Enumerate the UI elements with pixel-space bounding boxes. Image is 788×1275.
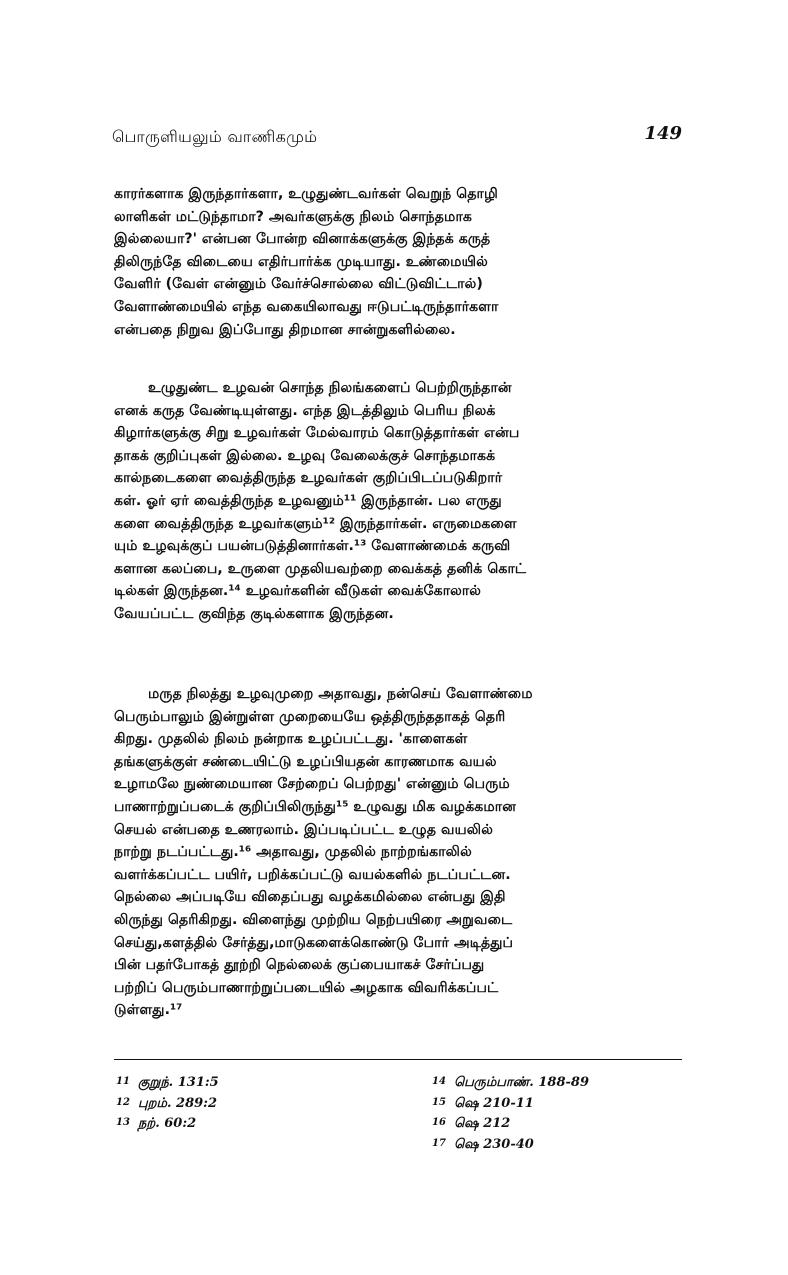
footnote-text: பெரும்பாண். 188-89 [454,1075,589,1090]
footnote-number: 15 [432,1096,446,1108]
footnote-text: ஷெ 210-11 [454,1095,534,1111]
footnotes-left-column [116,1072,219,1134]
paragraph-1 [114,183,682,341]
footnote-number: 14 [432,1076,446,1087]
footnote-text: ஷெ 230-40 [454,1136,534,1152]
footnote-number: 12 [116,1096,130,1108]
text-line: செய்து,களத்தில் சேர்த்து,மாடுகளைக்கொண்டு போர் அடித்துப் [114,934,514,951]
text-line: நாற்று நடப்பட்டது.¹⁶ அதாவது, முதலில் நாற்றங்காலில் [114,844,472,861]
text-line: மருத நிலத்து உழவுமுறை அதாவது, நன்செய் வேளாண்மை [148,686,533,702]
paragraph-2 [114,377,682,626]
text-line: கிறது. முதலில் நிலம் நன்றாக உழப்பட்டது. 'காளைகள் [114,731,468,748]
text-line: வளர்க்கப்பட்ட பயிர், பறிக்கப்பட்டு வயல்களில் நடப்பட்டன. [114,866,511,883]
footnote-text: நற். 60:2 [138,1116,197,1131]
text-line: வேளிர் (வேள் என்னும் வேர்ச்சொல்லை விட்டுவிட்டால்) [114,276,483,293]
text-line: டுள்ளது.¹⁷ [114,1002,183,1019]
text-line: லாளிகள் மட்டுந்தாமா? அவர்களுக்கு நிலம் சொந்தமாக [114,208,472,225]
footnotes-right-column [432,1072,589,1154]
footnote-number: 11 [116,1076,130,1087]
running-head [112,123,682,153]
text-line: செயல் என்பதை உணரலாம். இப்படிப்பட்ட உழுத வயலில் [114,821,493,838]
text-line: எனக் கருத வேண்டியுள்ளது. எந்த இடத்திலும் பெரிய நிலக் [114,402,496,419]
footnote [116,1093,219,1114]
text-line: களை வைத்திருந்த உழவர்களும்¹² இருந்தார்கள். எருமைகளை [114,515,517,532]
footnote [432,1093,589,1114]
footnote [432,1072,589,1093]
footnote-number: 16 [432,1117,446,1128]
text-line: யும் உழவுக்குப் பயன்படுத்தினார்கள்.¹³ வேளாண்மைக் கருவி [114,538,511,555]
text-line: வேயப்பட்ட குவிந்த குடில்களாக இருந்தன. [114,605,394,622]
text-line: உழுதுண்ட உழவன் சொந்த நிலங்களைப் பெற்றிருந்தான் [148,380,512,396]
footnote-divider [114,1059,682,1060]
running-title: பொருளியலும் வாணிகமும் [112,127,318,146]
text-line: பின் பதர்போகத் தூற்றி நெல்லைக் குப்பையாகச் சேர்ப்பது [114,957,485,974]
text-line: பற்றிப் பெரும்பாணாற்றுப்படையில் அழகாக விவரிக்கப்பட் [114,979,499,996]
footnote [116,1072,219,1093]
text-line: களான கலப்பை, உருளை முதலியவற்றை வைக்கத் தனிக் கொட் [114,560,527,577]
text-line: பாணாற்றுப்படைக் குறிப்பிலிருந்து¹⁵ உழுவது மிக வழக்கமான [114,798,516,815]
footnote-text: புறம். 289:2 [138,1095,218,1111]
footnote-text: ஷெ 212 [454,1116,511,1131]
footnote [432,1113,589,1134]
text-line: என்பதை நிறுவ இப்போது திறமான சான்றுகளில்லை. [114,321,456,338]
page-number: 149 [644,123,682,144]
text-line: திலிருந்தே விடையை எதிர்பார்க்க முடியாது. உண்மையில் [114,253,488,270]
text-line: தங்களுக்குள் சண்டையிட்டு உழப்பியதன் காரணமாக வயல் [114,753,497,770]
footnote-number: 17 [432,1137,446,1149]
text-line: லிருந்து தெரிகிறது. விளைந்து முற்றிய நெற்பயிரை அறுவடை [114,911,513,928]
text-line: டில்கள் இருந்தன.¹⁴ உழவர்களின் வீடுகள் வைக்கோலால் [114,583,482,600]
text-line: தாகக் குறிப்புகள் இல்லை. உழவு வேலைக்குச் சொந்தமாகக் [114,447,496,464]
paragraph-3 [114,683,682,1022]
text-line: கள். ஓர் ஏர் வைத்திருந்த உழவனும்¹¹ இருந்தான். பல எருது [114,492,502,509]
text-line: வேளாண்மையில் எந்த வகையிலாவது ஈடுபட்டிருந்தார்களா [114,298,499,315]
footnote-number: 13 [116,1117,130,1128]
footnote-text: குறுந். 131:5 [138,1075,219,1090]
text-line: பெரும்பாலும் இன்றுள்ள முறையையே ஒத்திருந்ததாகத் தெரி [114,708,506,725]
text-line: கிழார்களுக்கு சிறு உழவர்கள் மேல்வாரம் கொடுத்தார்கள் என்ப [114,425,520,442]
text-line: கால்நடைகளை வைத்திருந்த உழவர்கள் குறிப்பிடப்படுகிறார் [114,470,503,487]
footnote [116,1113,219,1134]
text-line: உழாமலே நுண்மையான சேற்றைப் பெற்றது' என்னும் பெரும் [114,776,510,793]
text-line: காரர்களாக இருந்தார்களா, உழுதுண்டவர்கள் வெறுந் தொழி [114,186,498,202]
text-line: நெல்லை அப்படியே விதைப்பது வழக்கமில்லை என்பது இதி [114,889,506,906]
text-line: இல்லையா?' என்பன போன்ற வினாக்களுக்கு இந்தக் கருத் [114,231,491,248]
footnote [432,1134,589,1155]
